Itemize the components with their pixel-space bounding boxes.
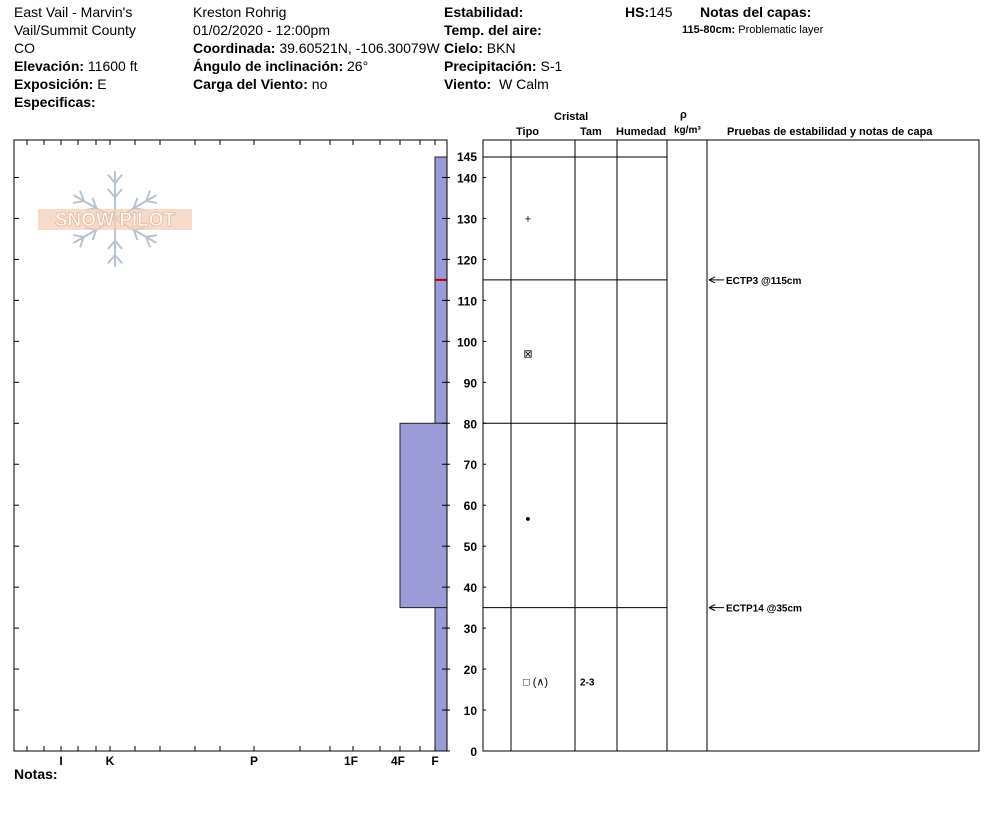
grain-size: 2-3: [580, 677, 595, 689]
hardness-layer: [400, 423, 447, 607]
type-header: Tipo: [516, 126, 540, 138]
y-tick-label: 90: [463, 376, 477, 391]
air-temp-label: Temp. del aire:: [444, 22, 542, 38]
location-line-1: East Vail - Marvin's: [14, 4, 133, 20]
wind-load-value: no: [311, 76, 328, 92]
snowflake-branch: [73, 235, 84, 237]
snowflake-branch: [115, 189, 122, 197]
snowflake-branch: [108, 241, 115, 249]
y-tick-label: 110: [457, 294, 477, 309]
location-line-3: CO: [14, 40, 35, 56]
hs-value: 145: [649, 4, 673, 20]
snowflake-branch: [108, 189, 115, 197]
layer-table-frame: [483, 140, 979, 751]
wind-label: Viento:: [444, 76, 492, 92]
aspect-value: E: [97, 76, 107, 92]
datetime: 01/02/2020 - 12:00pm: [193, 22, 330, 38]
y-tick-label: 30: [463, 622, 477, 637]
hs-label: HS:: [625, 4, 650, 20]
sky-label: Cielo:: [444, 40, 483, 56]
slope-label: Ángulo de inclinación:: [193, 58, 344, 74]
layer-note-range: 115-80cm:: [682, 24, 736, 36]
y-tick-label: 120: [456, 253, 477, 268]
grain-symbol: +: [524, 213, 532, 226]
notes-label: Notas:: [14, 766, 58, 782]
grain-symbol: ⊠: [523, 348, 533, 361]
y-tick-label: 100: [456, 335, 477, 350]
coordinates-label: Coordinada:: [193, 40, 276, 56]
sky-value: BKN: [486, 40, 516, 56]
density-unit: kg/m³: [674, 125, 701, 136]
precip-label: Precipitación:: [444, 58, 537, 74]
logo-text: SNOW PILOT: [54, 210, 176, 231]
location-line-2: Vail/Summit County: [14, 22, 136, 38]
stability-label: Estabilidad:: [444, 4, 524, 20]
elevation-value: 11600 ft: [87, 58, 138, 74]
layer-note-text: Problematic layer: [738, 24, 824, 36]
snowflake-branch: [146, 235, 157, 237]
hardness-label: 4F: [390, 754, 406, 768]
snowflake-branch: [115, 175, 122, 183]
hardness-layer: [435, 608, 447, 751]
hardness-layer: [435, 157, 447, 423]
snowflake-branch: [73, 201, 84, 203]
density-symbol: ρ: [680, 109, 687, 121]
hardness-label: 1F: [343, 754, 359, 768]
hardness-label: P: [249, 754, 259, 768]
specifics-label: Especificas:: [14, 94, 96, 110]
elevation-label: Elevación:: [14, 58, 85, 74]
hardness-label: I: [59, 754, 63, 768]
y-tick-label: 0: [470, 745, 477, 759]
coordinates-value: 39.60521N, -106.30079W: [279, 40, 440, 56]
y-tick-label: 50: [463, 540, 477, 555]
grain-symbol: □ (∧): [523, 676, 549, 689]
tests-header: Pruebas de estabilidad y notas de capa: [727, 126, 933, 138]
hardness-label: K: [105, 754, 115, 768]
crystal-header: Cristal: [554, 111, 589, 123]
y-tick-label: 140: [456, 171, 477, 186]
grain-symbol: ●: [525, 513, 531, 524]
y-tick-label: 145: [456, 150, 477, 164]
snowflake-branch: [115, 255, 122, 263]
hardness-plot-frame: [14, 140, 447, 751]
y-tick-label: 70: [463, 458, 477, 473]
stability-test-label: ECTP14 @35cm: [726, 603, 802, 615]
precip-value: S-1: [540, 58, 563, 74]
layer-notes-label: Notas del capas:: [700, 4, 812, 20]
y-tick-label: 20: [463, 663, 477, 678]
y-tick-label: 60: [463, 499, 477, 514]
snowflake-branch: [108, 255, 115, 263]
y-tick-label: 80: [463, 417, 477, 432]
moisture-header: Humedad: [616, 126, 667, 138]
wind-load-label: Carga del Viento:: [193, 76, 308, 92]
snowflake-branch: [146, 201, 157, 203]
y-tick-label: 10: [463, 704, 477, 719]
observer: Kreston Rohrig: [193, 4, 287, 20]
hardness-label: F: [431, 754, 439, 768]
wind-value: W Calm: [498, 76, 549, 92]
snowflake-branch: [115, 241, 122, 249]
snowpilot-logo: [38, 171, 192, 267]
y-tick-label: 130: [456, 212, 477, 227]
aspect-label: Exposición:: [14, 76, 94, 92]
snowflake-branch: [108, 175, 115, 183]
y-tick-label: 40: [463, 581, 477, 596]
slope-value: 26°: [347, 58, 369, 74]
size-header: Tam: [580, 126, 602, 138]
stability-test-label: ECTP3 @115cm: [726, 275, 802, 287]
